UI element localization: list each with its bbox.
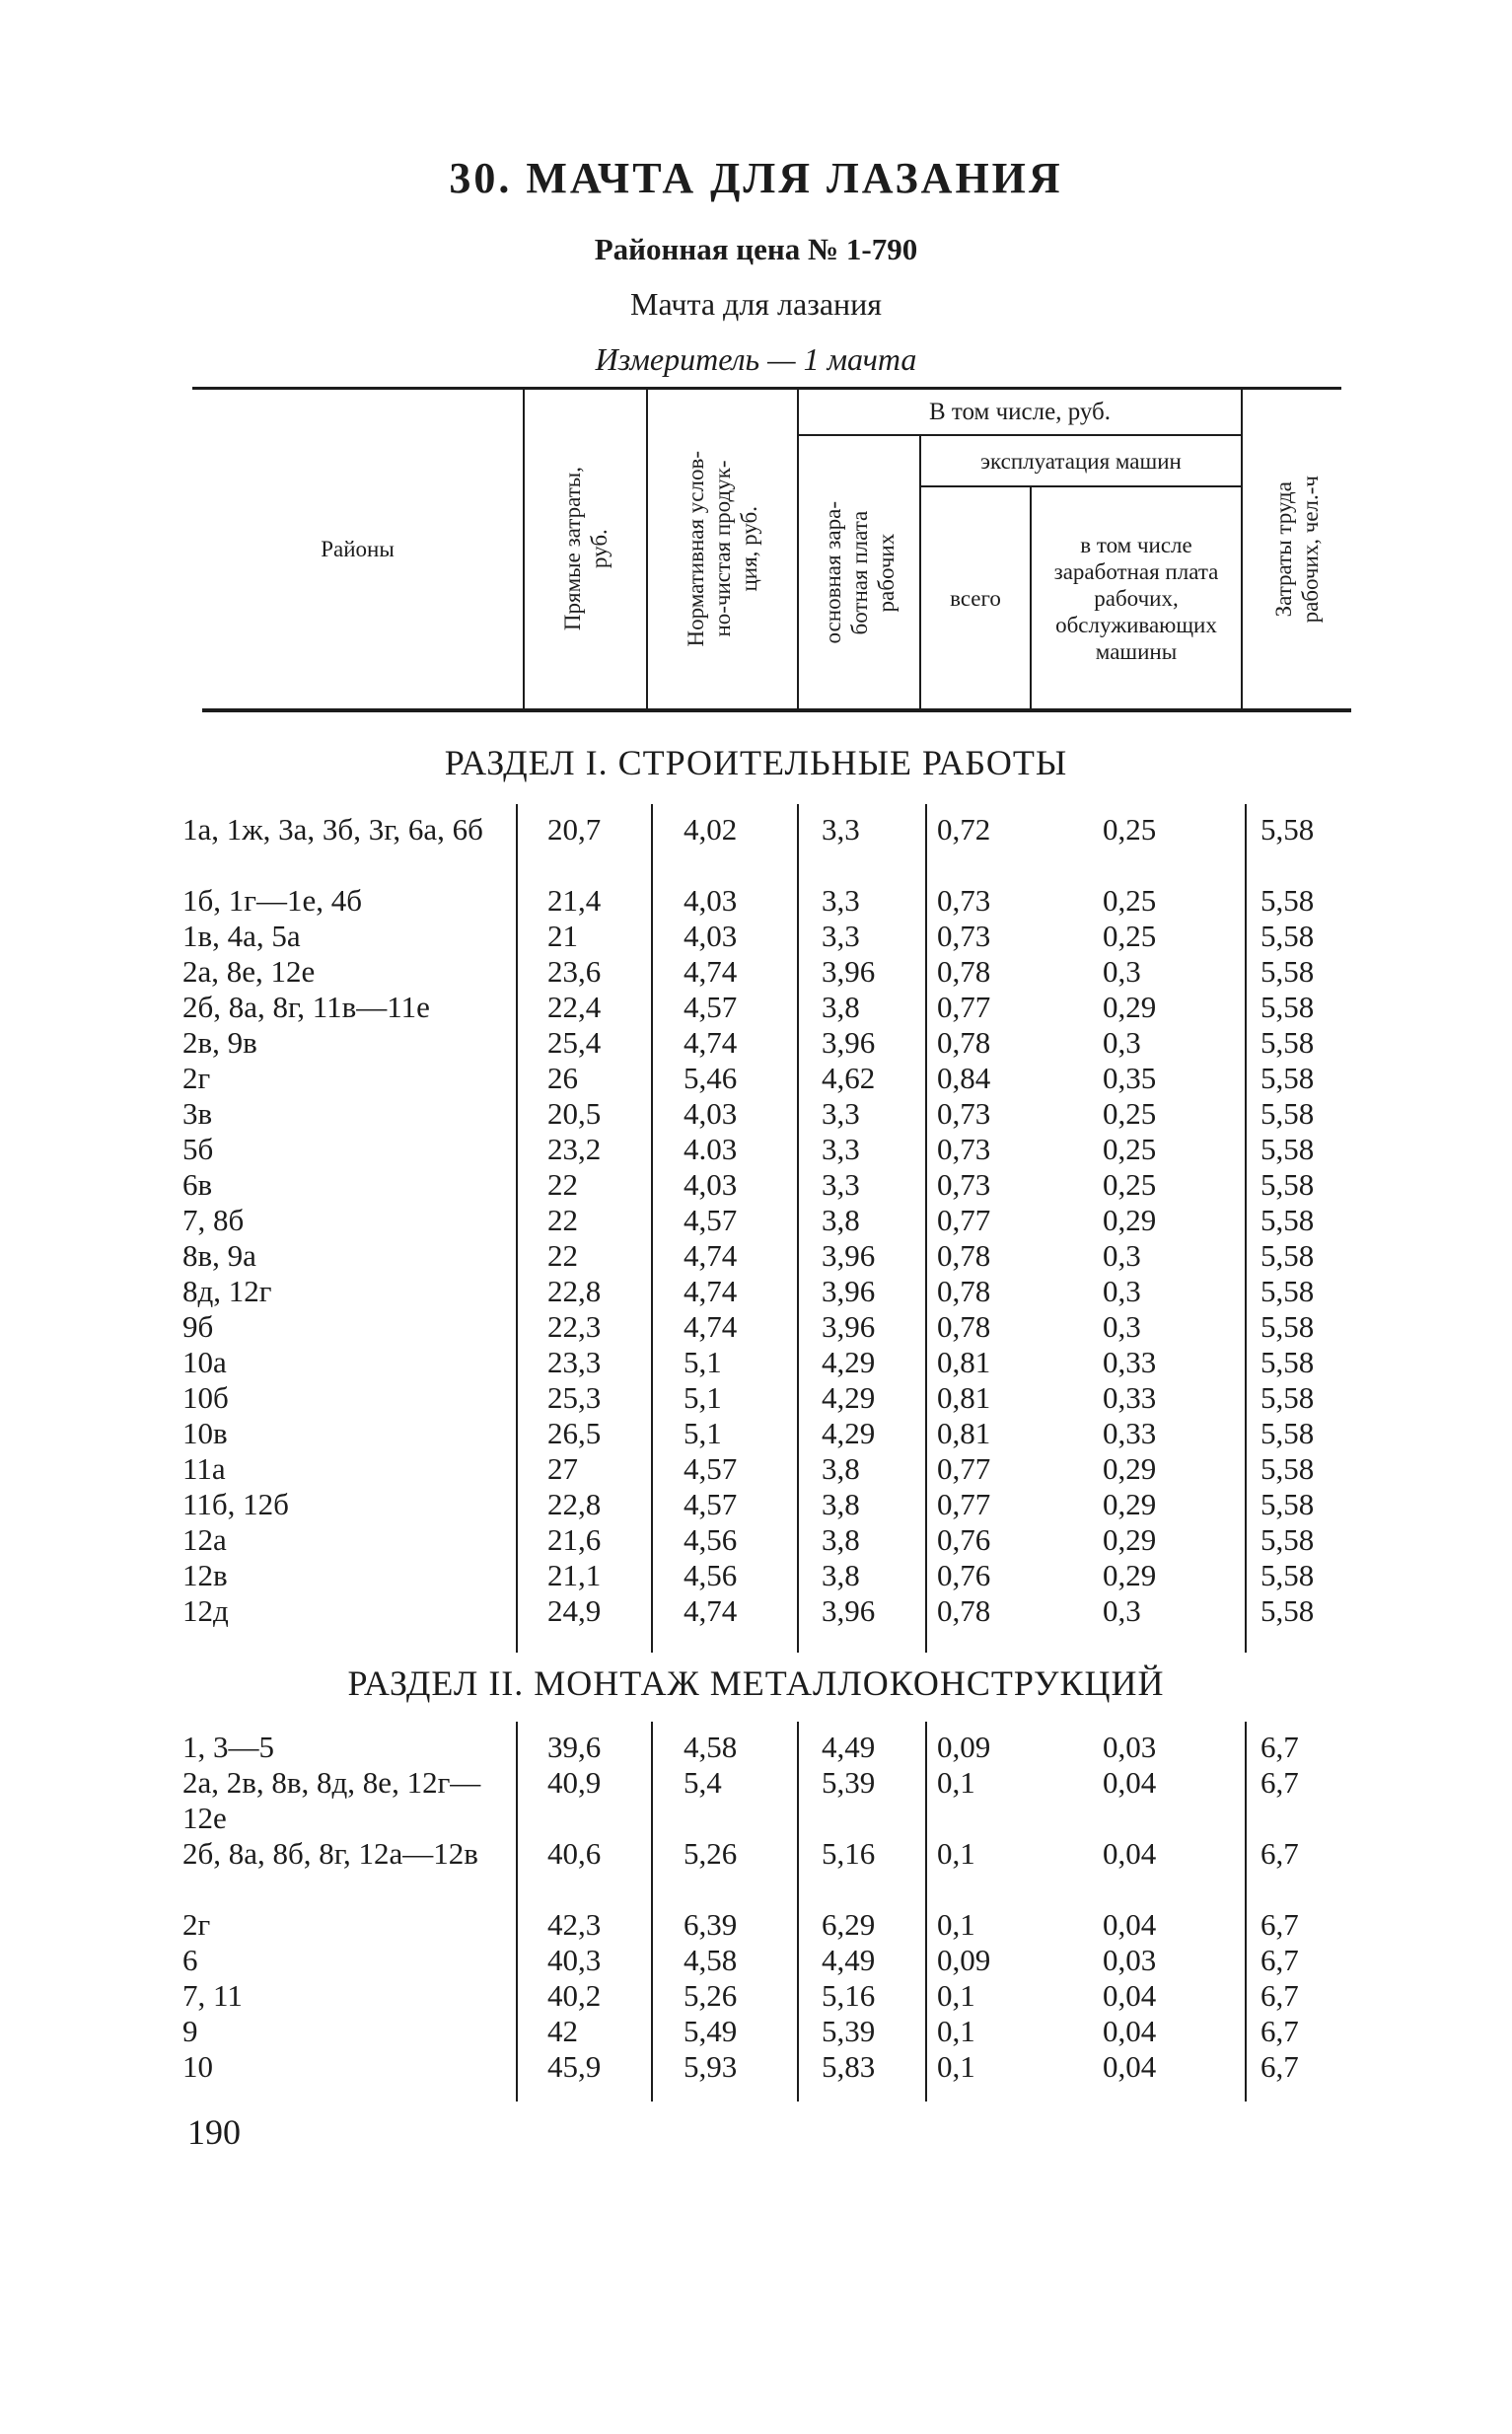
header-normative-output — [648, 395, 797, 703]
region-cell: 11а — [182, 1451, 226, 1486]
machine-total-cell: 0,1 — [937, 1978, 975, 2013]
machine-total-cell: 0,1 — [937, 1765, 975, 1800]
direct-costs-cell: 20,7 — [547, 812, 602, 847]
header-labor-text: Затраты труда рабочих, чел.-ч — [1271, 475, 1323, 624]
base-wage-cell: 3,96 — [822, 954, 876, 989]
machine-wage-cell: 0,25 — [1103, 1132, 1157, 1166]
machine-wage-cell: 0,3 — [1103, 1274, 1141, 1308]
region-cell: 1, 3—5 — [182, 1730, 274, 1764]
machine-wage-cell: 0,29 — [1103, 1558, 1157, 1592]
base-wage-cell: 5,83 — [822, 2049, 876, 2084]
machine-wage-cell: 0,29 — [1103, 1522, 1157, 1557]
labor-cell: 6,7 — [1260, 2049, 1299, 2084]
base-wage-cell: 6,29 — [822, 1907, 876, 1942]
region-cell: 2а, 8е, 12е — [182, 954, 316, 989]
direct-costs-cell: 26,5 — [547, 1416, 602, 1450]
direct-costs-cell: 22 — [547, 1203, 578, 1237]
direct-costs-cell: 22 — [547, 1238, 578, 1273]
region-cell: 2г — [182, 1061, 211, 1095]
normative-output-cell: 4,03 — [684, 919, 738, 953]
labor-cell: 6,7 — [1260, 1836, 1299, 1871]
machine-wage-cell: 0,25 — [1103, 812, 1157, 847]
column-rule — [797, 804, 799, 1653]
header-including-group: В том числе, руб. — [928, 399, 1112, 425]
normative-output-cell: 4,74 — [684, 1593, 738, 1628]
column-rule — [1245, 804, 1247, 1653]
page-number: 190 — [187, 2112, 241, 2152]
labor-cell: 5,58 — [1260, 1593, 1315, 1628]
normative-output-cell: 5,26 — [684, 1836, 738, 1871]
header-base-wage — [799, 440, 919, 704]
column-rule — [651, 804, 653, 1653]
region-cell: 3в — [182, 1096, 213, 1131]
header-direct-costs — [525, 395, 646, 703]
region-cell: 7, 8б — [182, 1203, 245, 1237]
labor-cell: 6,7 — [1260, 1978, 1299, 2013]
base-wage-cell: 4,49 — [822, 1730, 876, 1764]
direct-costs-cell: 40,2 — [547, 1978, 602, 2013]
region-cell: 8в, 9а — [182, 1238, 256, 1273]
labor-cell: 5,58 — [1260, 1025, 1315, 1060]
header-labor — [1243, 395, 1351, 703]
normative-output-cell: 4,74 — [684, 1274, 738, 1308]
labor-cell: 6,7 — [1260, 1730, 1299, 1764]
base-wage-cell: 5,16 — [822, 1836, 876, 1871]
column-rule — [516, 1722, 518, 2102]
machine-total-cell: 0,76 — [937, 1522, 991, 1557]
labor-cell: 5,58 — [1260, 1451, 1315, 1486]
normative-output-cell: 4,58 — [684, 1943, 738, 1977]
machine-wage-cell: 0,03 — [1103, 1943, 1157, 1977]
section-2-title: РАЗДЕЛ II. МОНТАЖ МЕТАЛЛОКОНСТРУКЦИЙ — [347, 1663, 1165, 1703]
region-cell: 2в, 9в — [182, 1025, 257, 1060]
labor-cell: 5,58 — [1260, 1416, 1315, 1450]
normative-output-cell: 4,02 — [684, 812, 738, 847]
direct-costs-cell: 25,3 — [547, 1380, 602, 1415]
region-cell: 10в — [182, 1416, 228, 1450]
region-cell: 6в — [182, 1167, 213, 1202]
machine-wage-cell: 0,04 — [1103, 1978, 1157, 2013]
base-wage-cell: 3,8 — [822, 1522, 860, 1557]
labor-cell: 6,7 — [1260, 1907, 1299, 1942]
machine-wage-cell: 0,3 — [1103, 1593, 1141, 1628]
region-cell: 2г — [182, 1907, 211, 1942]
header-machine-operation: эксплуатация машин — [980, 448, 1182, 474]
direct-costs-cell: 22,8 — [547, 1274, 602, 1308]
labor-cell: 5,58 — [1260, 812, 1315, 847]
machine-total-cell: 0,78 — [937, 1025, 991, 1060]
machine-wage-cell: 0,25 — [1103, 919, 1157, 953]
base-wage-cell: 3,3 — [822, 1096, 860, 1131]
normative-output-cell: 4,56 — [684, 1558, 738, 1592]
base-wage-cell: 3,3 — [822, 883, 860, 918]
base-wage-cell: 3,96 — [822, 1309, 876, 1344]
machine-total-cell: 0,73 — [937, 919, 991, 953]
machine-total-cell: 0,72 — [937, 812, 991, 847]
machine-total-cell: 0,81 — [937, 1345, 991, 1379]
header-bottom-rule — [202, 708, 1351, 712]
region-cell: 10б — [182, 1380, 229, 1415]
region-cell: 9 — [182, 2014, 198, 2048]
section-1-title: РАЗДЕЛ I. СТРОИТЕЛЬНЫЕ РАБОТЫ — [444, 743, 1068, 782]
column-rule — [925, 804, 927, 1653]
machine-wage-cell: 0,3 — [1103, 1238, 1141, 1273]
machine-total-cell: 0,78 — [937, 1274, 991, 1308]
normative-output-cell: 4,74 — [684, 1025, 738, 1060]
machine-total-cell: 0,84 — [937, 1061, 991, 1095]
base-wage-cell: 3,3 — [822, 1132, 860, 1166]
machine-total-cell: 0,81 — [937, 1416, 991, 1450]
labor-cell: 5,58 — [1260, 919, 1315, 953]
normative-output-cell: 4,74 — [684, 1309, 738, 1344]
machine-total-cell: 0,78 — [937, 1238, 991, 1273]
machine-total-cell: 0,73 — [937, 1132, 991, 1166]
direct-costs-cell: 42 — [547, 2014, 578, 2048]
direct-costs-cell: 26 — [547, 1061, 578, 1095]
labor-cell: 6,7 — [1260, 2014, 1299, 2048]
normative-output-cell: 5,46 — [684, 1061, 738, 1095]
machine-total-cell: 0,1 — [937, 2049, 975, 2084]
machine-wage-cell: 0,3 — [1103, 954, 1141, 989]
item-name: Мачта для лазания — [630, 286, 882, 322]
normative-output-cell: 5,26 — [684, 1978, 738, 2013]
normative-output-cell: 4,03 — [684, 1167, 738, 1202]
machine-total-cell: 0,77 — [937, 1451, 991, 1486]
header-divider — [1030, 487, 1032, 708]
region-cell: 5б — [182, 1132, 214, 1166]
labor-cell: 6,7 — [1260, 1765, 1299, 1800]
direct-costs-cell: 22 — [547, 1167, 578, 1202]
header-machine-wage: в том числе заработная плата рабочих, обслуживающих машины — [1053, 532, 1219, 664]
machine-total-cell: 0,78 — [937, 1593, 991, 1628]
machine-total-cell: 0,78 — [937, 954, 991, 989]
normative-output-cell: 4,57 — [684, 1203, 738, 1237]
base-wage-cell: 3,96 — [822, 1025, 876, 1060]
normative-output-cell: 4,03 — [684, 1096, 738, 1131]
direct-costs-cell: 22,8 — [547, 1487, 602, 1521]
machine-wage-cell: 0,29 — [1103, 1451, 1157, 1486]
machine-total-cell: 0,76 — [937, 1558, 991, 1592]
machine-total-cell: 0,1 — [937, 1907, 975, 1942]
column-rule — [1245, 1722, 1247, 2102]
region-cell: 12д — [182, 1593, 229, 1628]
direct-costs-cell: 45,9 — [547, 2049, 602, 2084]
column-rule — [516, 804, 518, 1653]
header-direct-costs-text: Прямые затраты, руб. — [559, 467, 612, 631]
machine-total-cell: 0,77 — [937, 1203, 991, 1237]
labor-cell: 5,58 — [1260, 1203, 1315, 1237]
base-wage-cell: 5,39 — [822, 1765, 876, 1800]
machine-wage-cell: 0,35 — [1103, 1061, 1157, 1095]
direct-costs-cell: 25,4 — [547, 1025, 602, 1060]
normative-output-cell: 4,57 — [684, 1451, 738, 1486]
region-cell: 2б, 8а, 8б, 8г, 12а—12в — [182, 1836, 478, 1871]
price-number: Районная цена № 1-790 — [594, 232, 918, 266]
normative-output-cell: 5,49 — [684, 2014, 738, 2048]
machine-wage-cell: 0,25 — [1103, 1167, 1157, 1202]
machine-total-cell: 0,73 — [937, 1096, 991, 1131]
region-cell: 6 — [182, 1943, 198, 1977]
machine-wage-cell: 0,33 — [1103, 1380, 1157, 1415]
normative-output-cell: 4,74 — [684, 954, 738, 989]
machine-wage-cell: 0,04 — [1103, 2014, 1157, 2048]
labor-cell: 5,58 — [1260, 1274, 1315, 1308]
page-title: 30. МАЧТА ДЛЯ ЛАЗАНИЯ — [449, 154, 1063, 202]
labor-cell: 5,58 — [1260, 1096, 1315, 1131]
base-wage-cell: 3,8 — [822, 1487, 860, 1521]
direct-costs-cell: 27 — [547, 1451, 578, 1486]
direct-costs-cell: 42,3 — [547, 1907, 602, 1942]
labor-cell: 5,58 — [1260, 954, 1315, 989]
base-wage-cell: 3,3 — [822, 919, 860, 953]
direct-costs-cell: 20,5 — [547, 1096, 602, 1131]
machine-wage-cell: 0,29 — [1103, 1203, 1157, 1237]
normative-output-cell: 4,57 — [684, 990, 738, 1024]
machine-total-cell: 0,1 — [937, 1836, 975, 1871]
column-rule — [925, 1722, 927, 2102]
machine-wage-cell: 0,29 — [1103, 990, 1157, 1024]
region-cell: 12в — [182, 1558, 228, 1592]
normative-output-cell: 5,1 — [684, 1416, 722, 1450]
base-wage-cell: 4,29 — [822, 1416, 876, 1450]
base-wage-cell: 3,3 — [822, 1167, 860, 1202]
direct-costs-cell: 23,2 — [547, 1132, 602, 1166]
normative-output-cell: 4,56 — [684, 1522, 738, 1557]
machine-wage-cell: 0,04 — [1103, 1836, 1157, 1871]
region-cell: 1б, 1г—1е, 4б — [182, 883, 363, 918]
labor-cell: 5,58 — [1260, 1061, 1315, 1095]
normative-output-cell: 5,1 — [684, 1345, 722, 1379]
labor-cell: 5,58 — [1260, 1558, 1315, 1592]
direct-costs-cell: 21,4 — [547, 883, 602, 918]
base-wage-cell: 3,8 — [822, 1558, 860, 1592]
region-cell: 1а, 1ж, 3а, 3б, 3г, 6а, 6б — [182, 812, 483, 847]
labor-cell: 5,58 — [1260, 1380, 1315, 1415]
normative-output-cell: 4,74 — [684, 1238, 738, 1273]
header-normative-output-text: Нормативная услов- но-чистая продук- ция, руб. — [684, 451, 761, 647]
direct-costs-cell: 40,3 — [547, 1943, 602, 1977]
header-regions: Районы — [321, 537, 395, 561]
machine-total-cell: 0,77 — [937, 990, 991, 1024]
region-cell: 12а — [182, 1522, 227, 1557]
labor-cell: 6,7 — [1260, 1943, 1299, 1977]
normative-output-cell: 4,57 — [684, 1487, 738, 1521]
machine-total-cell: 0,78 — [937, 1309, 991, 1344]
region-cell: 2б, 8а, 8г, 11в—11е — [182, 990, 430, 1024]
labor-cell: 5,58 — [1260, 990, 1315, 1024]
machine-wage-cell: 0,04 — [1103, 2049, 1157, 2084]
labor-cell: 5,58 — [1260, 1522, 1315, 1557]
base-wage-cell: 4,29 — [822, 1380, 876, 1415]
machine-total-cell: 0,1 — [937, 2014, 975, 2048]
direct-costs-cell: 40,6 — [547, 1836, 602, 1871]
normative-output-cell: 4,58 — [684, 1730, 738, 1764]
direct-costs-cell: 23,3 — [547, 1345, 602, 1379]
machine-wage-cell: 0,25 — [1103, 883, 1157, 918]
normative-output-cell: 5,93 — [684, 2049, 738, 2084]
base-wage-cell: 3,96 — [822, 1593, 876, 1628]
base-wage-cell: 4,29 — [822, 1345, 876, 1379]
machine-total-cell: 0,73 — [937, 1167, 991, 1202]
header-total: всего — [950, 585, 1001, 611]
base-wage-cell: 4,49 — [822, 1943, 876, 1977]
region-cell: 2а, 2в, 8в, 8д, 8е, 12г—12е — [182, 1765, 481, 1835]
machine-wage-cell: 0,04 — [1103, 1765, 1157, 1800]
direct-costs-cell: 21,6 — [547, 1522, 602, 1557]
region-cell: 11б, 12б — [182, 1487, 289, 1521]
base-wage-cell: 5,16 — [822, 1978, 876, 2013]
normative-output-cell: 6,39 — [684, 1907, 738, 1942]
labor-cell: 5,58 — [1260, 1167, 1315, 1202]
normative-output-cell: 4.03 — [684, 1132, 738, 1166]
machine-wage-cell: 0,29 — [1103, 1487, 1157, 1521]
normative-output-cell: 4,03 — [684, 883, 738, 918]
direct-costs-cell: 24,9 — [547, 1593, 602, 1628]
machine-wage-cell: 0,33 — [1103, 1345, 1157, 1379]
machine-wage-cell: 0,04 — [1103, 1907, 1157, 1942]
header-base-wage-text: основная зара- ботная плата рабочих — [820, 500, 899, 644]
column-rule — [651, 1722, 653, 2102]
labor-cell: 5,58 — [1260, 1132, 1315, 1166]
column-rule — [797, 1722, 799, 2102]
region-cell: 8д, 12г — [182, 1274, 272, 1308]
machine-wage-cell: 0,03 — [1103, 1730, 1157, 1764]
machine-wage-cell: 0,33 — [1103, 1416, 1157, 1450]
machine-total-cell: 0,73 — [937, 883, 991, 918]
base-wage-cell: 3,96 — [822, 1274, 876, 1308]
region-cell: 10 — [182, 2049, 213, 2084]
base-wage-cell: 3,3 — [822, 812, 860, 847]
direct-costs-cell: 23,6 — [547, 954, 602, 989]
direct-costs-cell: 22,4 — [547, 990, 602, 1024]
normative-output-cell: 5,4 — [684, 1765, 722, 1800]
machine-total-cell: 0,81 — [937, 1380, 991, 1415]
base-wage-cell: 3,8 — [822, 1203, 860, 1237]
base-wage-cell: 3,96 — [822, 1238, 876, 1273]
region-cell: 9б — [182, 1309, 214, 1344]
labor-cell: 5,58 — [1260, 1238, 1315, 1273]
labor-cell: 5,58 — [1260, 883, 1315, 918]
base-wage-cell: 5,39 — [822, 2014, 876, 2048]
labor-cell: 5,58 — [1260, 1345, 1315, 1379]
labor-cell: 5,58 — [1260, 1309, 1315, 1344]
base-wage-cell: 4,62 — [822, 1061, 876, 1095]
machine-wage-cell: 0,25 — [1103, 1096, 1157, 1131]
unit-label: Измеритель — 1 мачта — [595, 341, 917, 377]
machine-total-cell: 0,09 — [937, 1730, 991, 1764]
direct-costs-cell: 21,1 — [547, 1558, 602, 1592]
base-wage-cell: 3,8 — [822, 1451, 860, 1486]
direct-costs-cell: 22,3 — [547, 1309, 602, 1344]
region-cell: 10а — [182, 1345, 227, 1379]
machine-wage-cell: 0,3 — [1103, 1309, 1141, 1344]
region-cell: 1в, 4а, 5а — [182, 919, 301, 953]
direct-costs-cell: 39,6 — [547, 1730, 602, 1764]
labor-cell: 5,58 — [1260, 1487, 1315, 1521]
direct-costs-cell: 40,9 — [547, 1765, 602, 1800]
normative-output-cell: 5,1 — [684, 1380, 722, 1415]
machine-wage-cell: 0,3 — [1103, 1025, 1141, 1060]
base-wage-cell: 3,8 — [822, 990, 860, 1024]
machine-total-cell: 0,09 — [937, 1943, 991, 1977]
machine-total-cell: 0,77 — [937, 1487, 991, 1521]
region-cell: 7, 11 — [182, 1978, 243, 2013]
direct-costs-cell: 21 — [547, 919, 578, 953]
